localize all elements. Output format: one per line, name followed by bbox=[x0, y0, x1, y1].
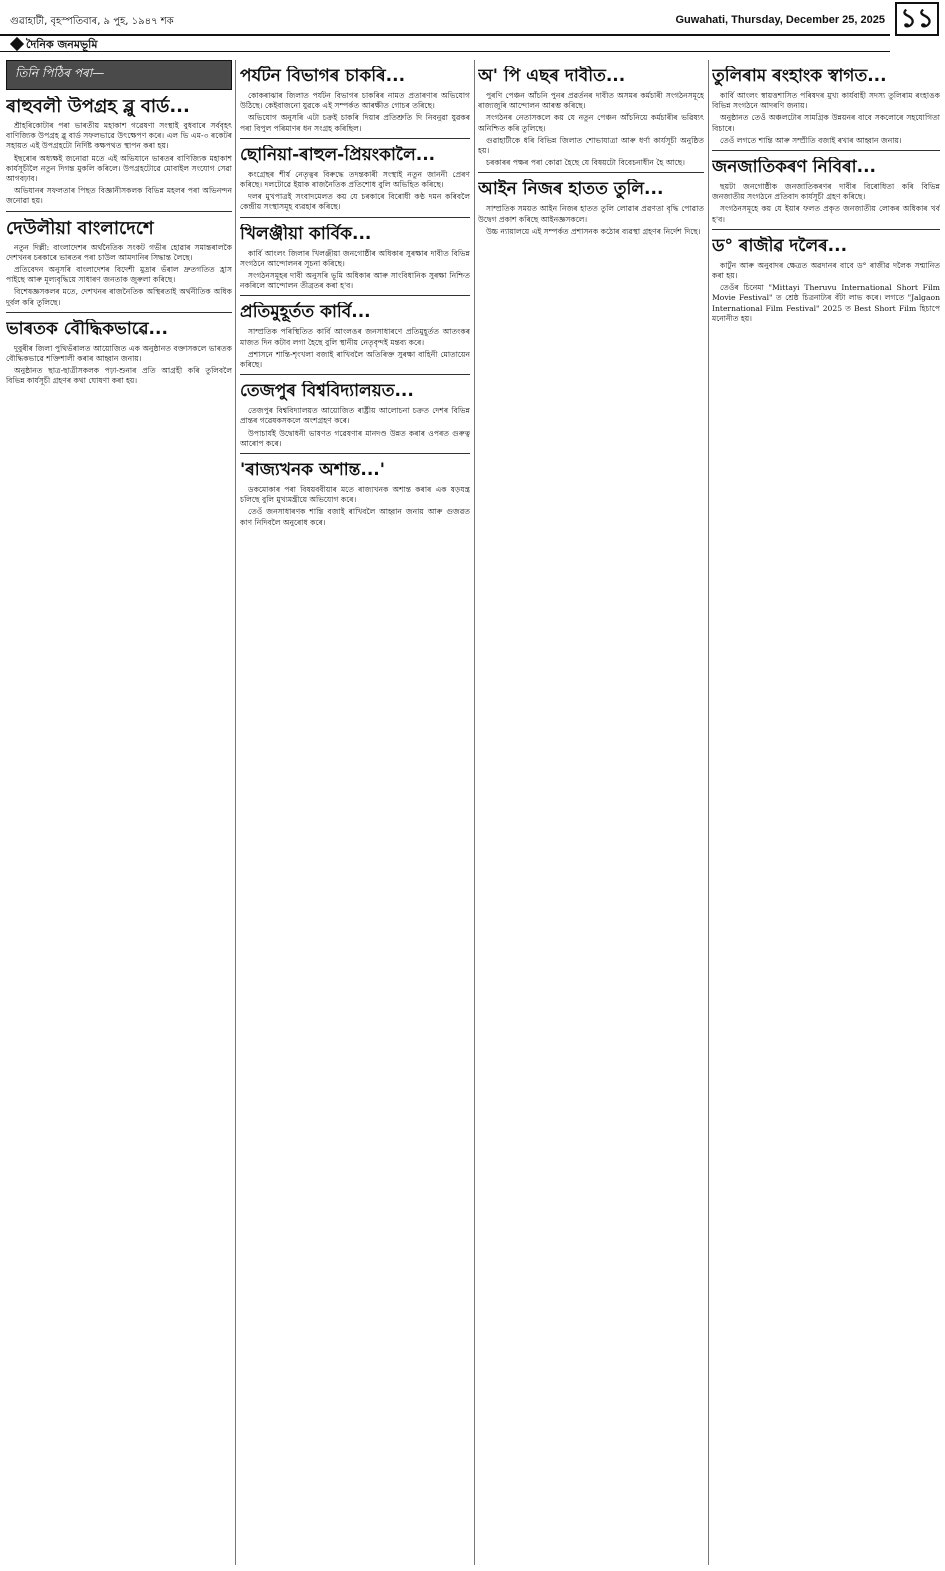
column-2 bbox=[240, 60, 470, 1565]
paragraph: ছয়টা জনগোষ্ঠীক জনজাতিকৰণৰ দাবীৰ বিৰোধিতা কৰি বিভিন্ন জনজাতীয় সংগঠনে প্ৰতিবাদ কাৰ্যসূচী গ্ৰহণ কৰিছে। bbox=[712, 182, 940, 202]
paragraph: কংগ্ৰেছৰ শীৰ্ষ নেতৃত্বৰ বিৰুদ্ধে তদন্তকাৰী সংস্থাই নতুন জাননী প্ৰেৰণ কৰিছে। দলটোৱে ইয়াক ৰাজনৈতিক প্ৰতিশোধ বুলি অভিহিত কৰিছে। bbox=[240, 169, 470, 190]
column-divider bbox=[235, 60, 236, 1565]
article bbox=[240, 145, 470, 213]
headline: জনজাতিকৰণ নিবিৰা... bbox=[712, 157, 876, 178]
dateline-english: Guwahati, Thursday, December 25, 2025 bbox=[675, 14, 885, 26]
divider bbox=[6, 312, 232, 313]
headline: পৰ্যটন বিভাগৰ চাকৰি... bbox=[240, 66, 406, 86]
divider bbox=[240, 138, 470, 139]
paragraph: তেজপুৰ বিশ্ববিদ্যালয়ত আয়োজিত ৰাষ্ট্ৰীয় আলোচনা চক্ৰত দেশৰ বিভিন্ন প্ৰান্তৰ গৱেষকসকলে অংশগ্ৰহণ কৰে। bbox=[240, 406, 470, 426]
divider bbox=[240, 453, 470, 454]
article bbox=[240, 381, 470, 449]
paragraph: কাৰ্বি আংলং স্বায়ত্তশাসিত পৰিষদৰ মুখ্য কাৰ্যবাহী সদস্য তুলিৰাম ৰংহাঙক বিভিন্ন সংগঠনে আদৰণি জনায়। bbox=[712, 91, 940, 111]
paragraph: বিশেষজ্ঞসকলৰ মতে, দেশখনৰ ৰাজনৈতিক অস্থিৰতাই অৰ্থনীতিক অধিক দুৰ্বল কৰি তুলিছে। bbox=[6, 287, 232, 307]
paragraph: অভিযানৰ সফলতাৰ পিছত বিজ্ঞানীসকলক বিভিন্ন মহলৰ পৰা অভিনন্দন জনোৱা হয়। bbox=[6, 186, 232, 206]
article bbox=[712, 236, 940, 324]
divider bbox=[6, 211, 232, 212]
headline: অ' পি এছৰ দাবীত... bbox=[478, 66, 626, 86]
divider bbox=[478, 172, 704, 173]
paragraph: চৰকাৰৰ পক্ষৰ পৰা কোৱা হৈছে যে বিষয়টো বিবেচনাধীন হৈ আছে। bbox=[486, 158, 685, 168]
headline: 'ৰাজ্যখনক অশান্ত...' bbox=[240, 460, 385, 481]
paragraph: নতুন দিল্লী: বাংলাদেশৰ অৰ্থনৈতিক সংকট গভীৰ হোৱাৰ সমান্তৰালকৈ দেশখনৰ চৰকাৰে ভাৰতৰ পৰা চাউল আমদানিৰ সিদ্ধান্ত লৈছে। bbox=[6, 242, 232, 262]
headline: ভাৰতক বৌদ্ধিকভাৱে... bbox=[6, 318, 168, 339]
article bbox=[240, 224, 470, 292]
article bbox=[240, 302, 470, 370]
brand-line bbox=[12, 36, 97, 55]
article bbox=[478, 179, 704, 237]
article bbox=[240, 66, 470, 134]
headline: ৰাহুবলী উপগ্ৰহ ব্লু বাৰ্ড... bbox=[6, 96, 190, 117]
article bbox=[712, 66, 940, 146]
column-divider bbox=[474, 60, 475, 1565]
article bbox=[712, 157, 940, 225]
article bbox=[6, 96, 232, 207]
paragraph: কাৰ্টুন আৰু অনুবাদৰ ক্ষেত্ৰত অৱদানৰ বাবে ড° ৰাজীৱ দলৈক সন্মানিত কৰা হয়। bbox=[712, 260, 940, 281]
headline: ড° ৰাজীৱ দলৈৰ... bbox=[712, 235, 848, 256]
divider bbox=[712, 229, 940, 230]
section-label: তিনি পিঠিৰ পৰা— bbox=[6, 60, 232, 90]
headline: আইন নিজৰ হাতত তুলি... bbox=[478, 179, 664, 200]
paragraph: সংগঠনসমূহে কয় যে ইয়াৰ ফলত প্ৰকৃত জনজাতীয় লোকৰ অধিকাৰ খৰ্ব হ'ব। bbox=[712, 204, 940, 224]
paragraph: তেওঁ লগতে শান্তি আৰু সম্প্ৰীতি বজাই ৰখাৰ আহ্বান জনায়। bbox=[720, 135, 902, 145]
paragraph: কাৰ্বি আংলং জিলাৰ খিলঞ্জীয়া জনগোষ্ঠীৰ অধিকাৰ সুৰক্ষাৰ দাবীত বিভিন্ন সংগঠনে আন্দোলনৰ সূচনা কৰিছে। bbox=[240, 248, 470, 268]
article bbox=[6, 319, 232, 387]
divider bbox=[240, 295, 470, 296]
dateline-local: গুৱাহাটী, বৃহস্পতিবাৰ, ৯ পুহ, ১৯৪৭ শক bbox=[10, 16, 174, 27]
headline: দেউলীয়া বাংলাদেশে bbox=[6, 217, 154, 239]
paragraph: দলৰ মুখপাত্ৰই সংবাদমেলত কয় যে চৰকাৰে বিৰোধী কণ্ঠ দমন কৰিবলৈ কেন্দ্ৰীয় সংস্থাসমূহ ব্যৱহাৰ কৰিছে। bbox=[240, 192, 470, 212]
column-4 bbox=[712, 60, 940, 1565]
paragraph: দুবুৰীৰ জিলা পুথিভঁৰালত আয়োজিত এক অনুষ্ঠানত বক্তাসকলে ভাৰতক বৌদ্ধিকভাৱে শক্তিশালী কৰাৰ আহ্বান জনায়। bbox=[6, 343, 232, 364]
paragraph: পুৰণি পেঞ্চন আঁচনি পুনৰ প্ৰৱৰ্তনৰ দাবীত অসমৰ কৰ্মচাৰী সংগঠনসমূহে ৰাজ্যজুৰি আন্দোলন আৰম্ভ কৰিছে। bbox=[478, 91, 704, 111]
paragraph: তেওঁ জনসাধাৰণক শান্তি বজাই ৰাখিবলৈ আহ্বান জনায় আৰু গুজৱত কাণ নিদিবলৈ অনুৰোধ কৰে। bbox=[240, 507, 470, 527]
paragraph: সাম্প্ৰতিক পৰিস্থিতিত কাৰ্বি আংলঙৰ জনসাধাৰণে প্ৰতিমুহূৰ্তত আতংকৰ মাজত দিন কটাব লগা হৈছে বুলি স্থানীয় নেতৃবৃন্দই মন্তব্য কৰে। bbox=[240, 327, 470, 347]
paragraph: সাম্প্ৰতিক সময়ত আইন নিজৰ হাতত তুলি লোৱাৰ প্ৰৱণতা বৃদ্ধি পোৱাত উদ্বেগ প্ৰকাশ কৰিছে আইনজ্ঞসকলে। bbox=[478, 204, 704, 224]
paragraph: তেওঁৰ চিনেমা "Mittayi Theruvu International Short Film Movie Festival" ত শ্ৰেষ্ঠ চিত্ৰনাট্যৰ বঁটা লাভ কৰে। লগতে "Jalgaon International Film Festival" 2025 ত Best Short Film হিচাপে মনোনীত হয়। bbox=[712, 283, 940, 323]
divider bbox=[240, 374, 470, 375]
diamond-icon bbox=[10, 37, 24, 51]
divider bbox=[712, 150, 940, 151]
headline: খিলঞ্জীয়া কাৰ্বিক... bbox=[240, 223, 372, 244]
paragraph: সংগঠনৰ নেতাসকলে কয় যে নতুন পেঞ্চন আঁচনিয়ে কৰ্মচাৰীৰ ভৱিষ্যৎ অনিশ্চিত কৰি তুলিছে। bbox=[478, 113, 704, 133]
paragraph: অনুষ্ঠানত তেওঁ অঞ্চলটোৰ সামগ্ৰিক উন্নয়নৰ বাবে সকলোৰে সহযোগিতা বিচাৰে। bbox=[712, 113, 940, 133]
paragraph: কোকৰাঝাৰ জিলাত পৰ্যটন বিভাগৰ চাকৰিৰ নামত প্ৰতাৰণাৰ অভিযোগ উঠিছে। কেইবাজনো যুৱকে এই সম্পৰ্কত আৰক্ষীত গোচৰ তৰিছে। bbox=[240, 91, 470, 111]
brand-name: দৈনিক জনমভূমি bbox=[26, 38, 98, 51]
paragraph: ইছৰোৰ অধ্যক্ষই জনোৱা মতে এই অভিযানে ভাৰতৰ বাণিজ্যিক মহাকাশ কাৰ্যসূচীলৈ নতুন দিগন্ত মুকলি কৰিলে। উপগ্ৰহটোৱে মোবাইল সংযোগ সেৱা আগবঢ়াব। bbox=[6, 153, 232, 184]
brand-rule bbox=[0, 34, 890, 52]
column-1 bbox=[6, 60, 232, 1565]
paragraph: প্ৰতিবেদন অনুসৰি বাংলাদেশৰ বিদেশী মুদ্ৰাৰ ভঁৰাল দ্ৰুতগতিত হ্ৰাস পাইছে আৰু মূল্যবৃদ্ধিয়ে সাধাৰণ জনতাক জুৰুলা কৰিছে। bbox=[6, 265, 232, 285]
divider bbox=[240, 217, 470, 218]
paragraph: গুৱাহাটীকে ধৰি বিভিন্ন জিলাত শোভাযাত্ৰা আৰু ধৰ্ণা কাৰ্যসূচী অনুষ্ঠিত হয়। bbox=[478, 135, 704, 156]
article bbox=[240, 460, 470, 528]
article bbox=[6, 218, 232, 308]
headline: তুলিৰাম ৰংহাংক স্বাগত... bbox=[712, 66, 887, 86]
paragraph: উপাচাৰ্যই উদ্বোধনী ভাষণত গৱেষণাৰ মানদণ্ড উন্নত কৰাৰ ওপৰত গুৰুত্ব আৰোপ কৰে। bbox=[240, 428, 470, 448]
paragraph: শ্ৰীহৰিকোটাৰ পৰা ভাৰতীয় মহাকাশ গৱেষণা সংস্থাই বুধবাৰে সৰ্ববৃহৎ বাণিজ্যিক উপগ্ৰহ ব্লু বাৰ্ড সফলভাৱে উৎক্ষেপণ কৰে। এল ভি এম-৩ ৰকেটৰ সহায়ত এই উপগ্ৰহটো নিৰ্দিষ্ট কক্ষপথত স্থাপন কৰা হয়। bbox=[6, 121, 232, 151]
column-divider bbox=[708, 60, 709, 1565]
paragraph: সংগঠনসমূহৰ দাবী অনুসৰি ভূমি অধিকাৰ আৰু সাংবিধানিক সুৰক্ষা নিশ্চিত নকৰিলে আন্দোলন তীব্ৰতৰ কৰা হ'ব। bbox=[240, 271, 470, 291]
paragraph: উচ্চ ন্যায়ালয়ে এই সম্পৰ্কত প্ৰশাসনক কঠোৰ ব্যৱস্থা গ্ৰহণৰ নিৰ্দেশ দিছে। bbox=[486, 226, 701, 236]
headline: তেজপুৰ বিশ্ববিদ্যালয়ত... bbox=[240, 381, 414, 402]
headline: ছোনিয়া-ৰাহুল-প্ৰিয়ংকালৈ... bbox=[240, 144, 436, 165]
column-3 bbox=[478, 60, 704, 1565]
page-number: ১১ bbox=[895, 2, 939, 36]
paragraph: অভিযোগ অনুসৰি এটা চক্ৰই চাকৰি দিয়াৰ প্ৰতিশ্ৰুতি দি নিবনুৱা যুৱকৰ পৰা বিপুল পৰিমাণৰ ধন সংগ্ৰহ কৰিছিল। bbox=[240, 113, 470, 133]
headline: প্ৰতিমুহূৰ্তত কাৰ্বি... bbox=[240, 302, 371, 323]
paragraph: ডকমোকাৰ পৰা বিষয়ববীয়াৰ মতে ৰাজ্যখনক অশান্ত কৰাৰ এক ষড়যন্ত্ৰ চলিছে বুলি মুখ্যমন্ত্ৰীয়ে অভিযোগ কৰে। bbox=[240, 485, 470, 505]
article bbox=[478, 66, 704, 168]
paragraph: অনুষ্ঠানত ছাত্ৰ-ছাত্ৰীসকলক পঢ়া-শুনাৰ প্ৰতি আগ্ৰহী কৰি তুলিবলৈ বিভিন্ন কাৰ্যসূচী গ্ৰহণৰ কথা ঘোষণা কৰা হয়। bbox=[6, 366, 232, 386]
paragraph: প্ৰশাসনে শান্তি-শৃংখলা বজাই ৰাখিবলৈ অতিৰিক্ত সুৰক্ষা বাহিনী মোতায়েন কৰিছে। bbox=[240, 349, 470, 370]
